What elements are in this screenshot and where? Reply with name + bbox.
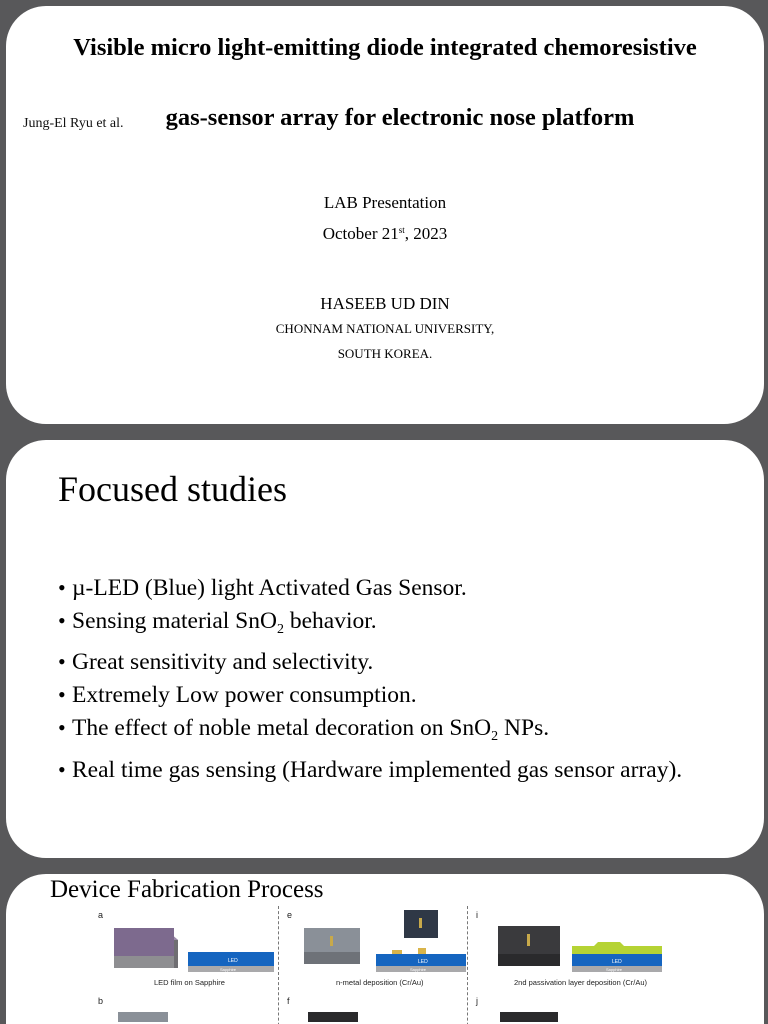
presenter-name: HASEEB UD DIN [320, 294, 450, 313]
bullet-text: Sensing material SnO [72, 607, 277, 634]
university-name: CHONNAM NATIONAL UNIVERSITY, [275, 321, 495, 336]
subscript: 2 [491, 728, 499, 744]
bullet-icon: • [58, 575, 66, 600]
caption-a: LED film on Sapphire [154, 978, 225, 987]
bullet-item [58, 712, 682, 754]
bullet-text: behavior. [283, 607, 377, 634]
bullet-text: The effect of noble metal decoration on SnO [72, 714, 492, 741]
slide-title: Device Fabrication Process [50, 876, 324, 903]
bullet-text: Great sensitivity and selectivity. [72, 649, 374, 676]
bullet-text: Extremely Low power consumption. [72, 682, 417, 709]
title-line-2: gas-sensor array for electronic nose platform [165, 104, 635, 131]
subscript: 2 [276, 621, 284, 637]
bullet-text: µ-LED (Blue) light Activated Gas Sensor. [72, 575, 467, 601]
passivation-figure [494, 920, 666, 976]
panel-letter-e: e [287, 910, 293, 920]
bullet-item [58, 605, 682, 647]
slide-title: Focused studies [58, 469, 287, 509]
panel-f-shape [308, 1012, 358, 1022]
bullet-icon: • [58, 756, 66, 782]
panel-letter-a: a [98, 910, 104, 920]
date-sup: st [398, 225, 405, 235]
bullet-item [58, 572, 682, 605]
title-line-1: Visible micro light-emitting diode integrated chemoresistive [73, 34, 697, 61]
led-layer-label: LED [228, 958, 238, 964]
event-label: LAB Presentation [323, 193, 447, 212]
bullet-icon: • [58, 649, 66, 675]
bullet-text: Real time gas sensing (Hardware implemented gas sensor array). [72, 756, 683, 783]
date-label [6, 224, 764, 244]
caption-e: n-metal deposition (Cr/Au) [336, 978, 424, 987]
bullet-item [58, 646, 682, 679]
sapphire-layer-label: Sapphire [410, 967, 427, 972]
caption-i: 2nd passivation layer deposition (Cr/Au) [514, 978, 647, 987]
n-metal-figure [298, 908, 468, 976]
sapphire-layer-label: Sapphire [606, 967, 623, 972]
led-layer-label: LED [418, 959, 428, 965]
country-name: SOUTH KOREA. [337, 346, 433, 361]
bullet-text: NPs. [498, 714, 550, 741]
panel-b-shape [118, 1012, 168, 1022]
authors-label: Jung-El Ryu et al. [23, 116, 124, 131]
panel-letter-j: j [476, 996, 478, 1006]
led-film-figure [108, 920, 278, 976]
focused-studies-slide [6, 440, 764, 858]
panel-letter-b: b [98, 996, 104, 1006]
fabrication-slide [6, 874, 764, 1024]
bullet-icon: • [58, 607, 66, 633]
bullet-list [58, 572, 682, 786]
bullet-icon: • [58, 682, 66, 708]
panel-divider [278, 906, 279, 1024]
panel-letter-f: f [287, 996, 290, 1006]
led-layer-label: LED [612, 959, 622, 965]
bullet-item [58, 679, 682, 712]
sapphire-layer-label: Sapphire [220, 967, 237, 972]
panel-j-shape [500, 1012, 558, 1022]
date-year: , 2023 [404, 224, 448, 243]
bullet-item [58, 754, 682, 787]
bullet-icon: • [58, 714, 66, 740]
date-main: October 21 [322, 224, 399, 243]
title-slide [6, 6, 764, 424]
panel-letter-i: i [476, 910, 478, 920]
